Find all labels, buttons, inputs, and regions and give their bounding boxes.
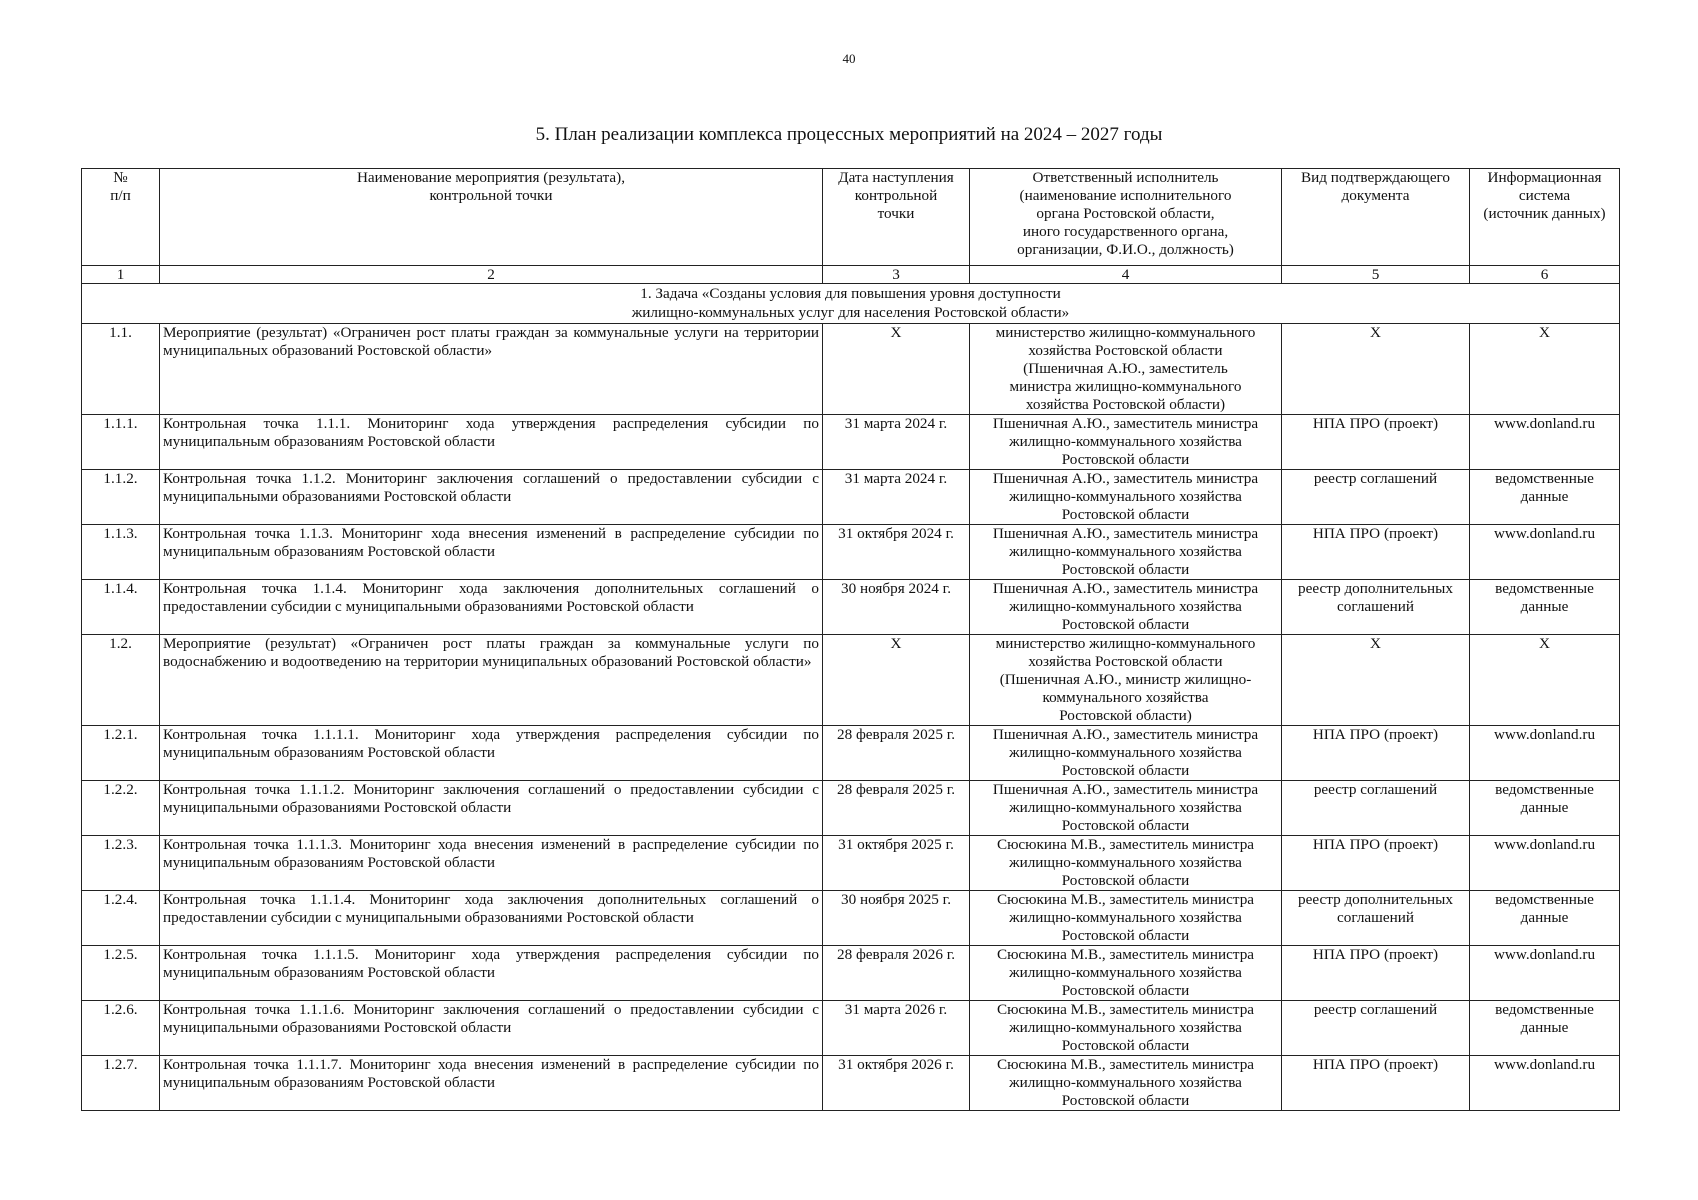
task-heading: 1. Задача «Созданы условия для повышения уровня доступности жилищно-коммунальных услуг для населения Ростовской области» [82,284,1620,324]
table-row [82,580,1620,635]
row-number: 1.2.6. [82,1001,160,1056]
table-row [82,525,1620,580]
row-document: НПА ПРО (проект) [1282,1056,1470,1111]
row-document: реестр соглашений [1282,781,1470,836]
plan-table [81,168,1620,1111]
row-source: ведомственные данные [1470,1001,1620,1056]
table-row [82,415,1620,470]
column-number: 4 [970,266,1282,284]
row-name: Мероприятие (результат) «Ограничен рост платы граждан за коммунальные услуги на территории муниципальных образований Ростовской области» [160,324,823,415]
row-name: Мероприятие (результат) «Ограничен рост платы граждан за коммунальные услуги по водоснабжению и водоотведению на территории муниципальных образований Ростовской области» [160,635,823,726]
row-source: www.donland.ru [1470,1056,1620,1111]
table-row [82,324,1620,415]
row-number: 1.1.3. [82,525,160,580]
row-document: НПА ПРО (проект) [1282,836,1470,891]
row-date: 30 ноября 2024 г. [823,580,970,635]
row-executor: Сюсюкина М.В., заместитель министра жилищно-коммунального хозяйства Ростовской области [970,1056,1282,1111]
row-source: www.donland.ru [1470,415,1620,470]
header-number: № п/п [82,169,160,266]
row-number: 1.2.5. [82,946,160,1001]
column-number: 3 [823,266,970,284]
row-name: Контрольная точка 1.1.4. Мониторинг хода заключения дополнительных соглашений о предоставлении субсидии с муниципальными образованиями Ростовской области [160,580,823,635]
row-date: 28 февраля 2025 г. [823,781,970,836]
row-document: реестр дополнительных соглашений [1282,580,1470,635]
row-source: ведомственные данные [1470,580,1620,635]
row-date: 31 марта 2024 г. [823,470,970,525]
column-number-row [82,266,1620,284]
row-executor: Пшеничная А.Ю., заместитель министра жилищно-коммунального хозяйства Ростовской области [970,470,1282,525]
row-executor: Сюсюкина М.В., заместитель министра жилищно-коммунального хозяйства Ростовской области [970,891,1282,946]
column-number: 1 [82,266,160,284]
row-number: 1.2.7. [82,1056,160,1111]
row-date: 31 марта 2026 г. [823,1001,970,1056]
row-number: 1.2.1. [82,726,160,781]
table-row [82,781,1620,836]
table-row [82,635,1620,726]
column-number: 2 [160,266,823,284]
row-executor: Сюсюкина М.В., заместитель министра жилищно-коммунального хозяйства Ростовской области [970,836,1282,891]
row-source: ведомственные данные [1470,781,1620,836]
row-number: 1.2. [82,635,160,726]
table-row [82,891,1620,946]
row-name: Контрольная точка 1.1.1.7. Мониторинг хода внесения изменений в распределение субсидии по муниципальным образованиям Ростовской области [160,1056,823,1111]
header-document: Вид подтверждающего документа [1282,169,1470,266]
row-number: 1.1.2. [82,470,160,525]
header-executor: Ответственный исполнитель (наименование исполнительного органа Ростовской области, иного государственного органа, организации, Ф.И.О., должность) [970,169,1282,266]
row-executor: Сюсюкина М.В., заместитель министра жилищно-коммунального хозяйства Ростовской области [970,946,1282,1001]
row-document: реестр дополнительных соглашений [1282,891,1470,946]
row-executor: Пшеничная А.Ю., заместитель министра жилищно-коммунального хозяйства Ростовской области [970,580,1282,635]
header-source: Информационная система (источник данных) [1470,169,1620,266]
row-name: Контрольная точка 1.1.1.6. Мониторинг заключения соглашений о предоставлении субсидии с муниципальными образованиями Ростовской области [160,1001,823,1056]
table-row [82,836,1620,891]
row-source: www.donland.ru [1470,946,1620,1001]
task-row [82,284,1620,324]
row-name: Контрольная точка 1.1.3. Мониторинг хода внесения изменений в распределение субсидии по муниципальным образованиям Ростовской области [160,525,823,580]
row-number: 1.1.4. [82,580,160,635]
row-name: Контрольная точка 1.1.1. Мониторинг хода утверждения распределения субсидии по муниципальным образованиям Ростовской области [160,415,823,470]
row-document: Х [1282,324,1470,415]
row-name: Контрольная точка 1.1.1.3. Мониторинг хода внесения изменений в распределение субсидии по муниципальным образованиям Ростовской области [160,836,823,891]
row-executor: Пшеничная А.Ю., заместитель министра жилищно-коммунального хозяйства Ростовской области [970,415,1282,470]
row-date: Х [823,324,970,415]
table-row [82,946,1620,1001]
row-source: ведомственные данные [1470,891,1620,946]
row-name: Контрольная точка 1.1.1.4. Мониторинг хода заключения дополнительных соглашений о предоставлении субсидии с муниципальными образованиями Ростовской области [160,891,823,946]
page-number: 40 [842,51,856,66]
row-date: 31 октября 2026 г. [823,1056,970,1111]
row-document: реестр соглашений [1282,470,1470,525]
row-date: 31 октября 2025 г. [823,836,970,891]
row-name: Контрольная точка 1.1.1.1. Мониторинг хода утверждения распределения субсидии по муниципальным образованиям Ростовской области [160,726,823,781]
row-number: 1.1. [82,324,160,415]
row-executor: министерство жилищно-коммунального хозяйства Ростовской области (Пшеничная А.Ю., министр жилищно- коммунального хозяйства Ростовской области) [970,635,1282,726]
row-executor: Пшеничная А.Ю., заместитель министра жилищно-коммунального хозяйства Ростовской области [970,781,1282,836]
row-name: Контрольная точка 1.1.2. Мониторинг заключения соглашений о предоставлении субсидии с муниципальными образованиями Ростовской области [160,470,823,525]
row-date: 28 февраля 2025 г. [823,726,970,781]
row-document: НПА ПРО (проект) [1282,726,1470,781]
table-row [82,726,1620,781]
column-number: 5 [1282,266,1470,284]
row-document: Х [1282,635,1470,726]
table-row [82,1001,1620,1056]
row-document: НПА ПРО (проект) [1282,946,1470,1001]
row-source: Х [1470,324,1620,415]
row-source: ведомственные данные [1470,470,1620,525]
row-number: 1.1.1. [82,415,160,470]
row-document: НПА ПРО (проект) [1282,415,1470,470]
row-date: Х [823,635,970,726]
row-number: 1.2.2. [82,781,160,836]
row-date: 31 октября 2024 г. [823,525,970,580]
row-executor: Пшеничная А.Ю., заместитель министра жилищно-коммунального хозяйства Ростовской области [970,525,1282,580]
row-name: Контрольная точка 1.1.1.5. Мониторинг хода утверждения распределения субсидии по муниципальным образованиям Ростовской области [160,946,823,1001]
header-date: Дата наступления контрольной точки [823,169,970,266]
row-source: www.donland.ru [1470,525,1620,580]
row-source: www.donland.ru [1470,726,1620,781]
row-document: НПА ПРО (проект) [1282,525,1470,580]
row-executor: министерство жилищно-коммунального хозяйства Ростовской области (Пшеничная А.Ю., заместитель министра жилищно-коммунального хозяйства Ростовской области) [970,324,1282,415]
row-date: 30 ноября 2025 г. [823,891,970,946]
header-name: Наименование мероприятия (результата), контрольной точки [160,169,823,266]
table-header-row [82,169,1620,266]
row-date: 28 февраля 2026 г. [823,946,970,1001]
table-row [82,470,1620,525]
row-number: 1.2.3. [82,836,160,891]
table-row [82,1056,1620,1111]
page-title: 5. План реализации комплекса процессных мероприятий на 2024 – 2027 годы [535,124,1163,145]
row-source: Х [1470,635,1620,726]
row-number: 1.2.4. [82,891,160,946]
column-number: 6 [1470,266,1620,284]
row-name: Контрольная точка 1.1.1.2. Мониторинг заключения соглашений о предоставлении субсидии с муниципальными образованиями Ростовской области [160,781,823,836]
row-document: реестр соглашений [1282,1001,1470,1056]
row-executor: Сюсюкина М.В., заместитель министра жилищно-коммунального хозяйства Ростовской области [970,1001,1282,1056]
row-source: www.donland.ru [1470,836,1620,891]
row-executor: Пшеничная А.Ю., заместитель министра жилищно-коммунального хозяйства Ростовской области [970,726,1282,781]
row-date: 31 марта 2024 г. [823,415,970,470]
